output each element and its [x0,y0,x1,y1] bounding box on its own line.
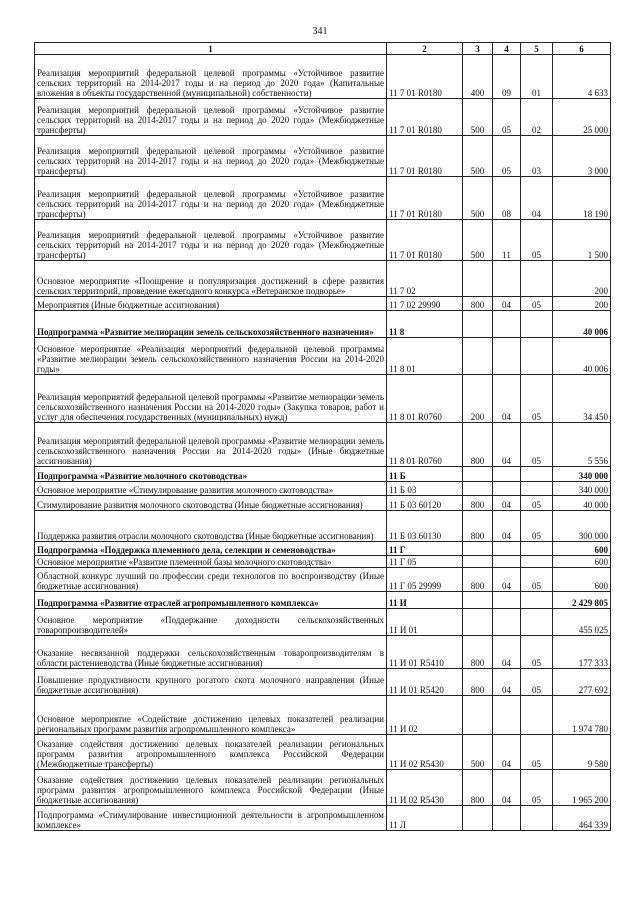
row-section-cell: 04 [493,770,521,806]
row-section-cell [493,311,521,338]
row-subsection-cell [521,592,553,609]
row-section-cell [493,467,521,482]
row-section-cell: 04 [493,297,521,311]
row-section-cell [493,609,521,636]
column-header: 2 [387,43,463,55]
row-name-cell: Подпрограмма «Развитие молочного скотоводства» [35,467,387,482]
row-amount-cell: 600 [553,568,611,592]
page-number: 341 [312,26,328,37]
table-row [35,55,611,99]
row-section-cell: 11 [493,220,521,261]
row-expense-type-cell: 800 [463,423,493,467]
row-amount-cell: 1 974 780 [553,696,611,735]
column-header: 3 [463,43,493,55]
table-row [35,556,611,568]
row-code-cell: 11 8 01 R0760 [387,375,463,423]
row-amount-cell: 5 556 [553,423,611,467]
row-section-cell [493,696,521,735]
row-name-cell: Оказание несвязанной поддержки сельскохозяйственным товаропроизводителям в области растениеводства (Иные бюджетные ассигнования) [35,636,387,669]
row-subsection-cell: 05 [521,220,553,261]
row-name-cell: Оказание содействия достижению целевых показателей реализации региональных программ развития агропромышленного комплекса Российской Федерации (Иные бюджетные ассигнования) [35,770,387,806]
row-amount-cell: 600 [553,556,611,568]
row-name-cell: Оказание содействия достижению целевых показателей реализации региональных программ развития агропромышленного комплекса Российской Федерации (Межбюджетные трансферты) [35,735,387,770]
row-amount-cell: 200 [553,297,611,311]
table-row [35,511,611,542]
row-subsection-cell: 05 [521,568,553,592]
row-subsection-cell [521,261,553,297]
row-expense-type-cell: 500 [463,99,493,136]
row-subsection-cell [521,556,553,568]
row-subsection-cell: 05 [521,423,553,467]
table-row [35,136,611,177]
row-amount-cell: 177 333 [553,636,611,669]
row-amount-cell: 340 000 [553,467,611,482]
row-section-cell [493,261,521,297]
table-row [35,592,611,609]
row-subsection-cell: 05 [521,770,553,806]
row-name-cell: Реализация мероприятий федеральной целевой программы «Устойчивое развитие сельских территорий на 2014-2017 годы и на период до 2020 года» (Межбюджетные трансферты) [35,220,387,261]
row-name-cell: Стимулирование развития молочного скотоводства (Иные бюджетные ассигнования) [35,496,387,511]
row-name-cell: Основное мероприятие «Поощрение и популяризация достижений в сфере развития сельских территорий, проведение ежегодного конкурса «Ветеранское подворье» [35,261,387,297]
row-subsection-cell [521,311,553,338]
row-name-cell: Реализация мероприятий федеральной целевой программы «Устойчивое развитие сельских территорий на 2014-2017 годы и на период до 2020 года» (Капитальные вложения в объекты государственной (муниципальной) собственности) [35,55,387,99]
row-expense-type-cell: 500 [463,220,493,261]
row-expense-type-cell: 800 [463,496,493,511]
row-code-cell: 11 7 01 R0180 [387,55,463,99]
row-amount-cell: 200 [553,261,611,297]
row-code-cell: 11 7 01 R0180 [387,99,463,136]
row-code-cell: 11 8 [387,311,463,338]
row-expense-type-cell [463,311,493,338]
row-amount-cell: 4 633 [553,55,611,99]
row-section-cell: 09 [493,55,521,99]
row-expense-type-cell: 800 [463,568,493,592]
row-code-cell: 11 И 01 R5420 [387,669,463,696]
row-subsection-cell [521,609,553,636]
row-section-cell: 05 [493,136,521,177]
row-code-cell: 11 Б [387,467,463,482]
table-row [35,696,611,735]
row-name-cell: Мероприятия (Иные бюджетные ассигнования) [35,297,387,311]
row-section-cell [493,592,521,609]
column-header: 1 [35,43,387,55]
row-amount-cell: 464 339 [553,806,611,831]
row-amount-cell: 3 000 [553,136,611,177]
row-subsection-cell: 04 [521,177,553,220]
table-header-row [35,43,611,55]
row-section-cell: 04 [493,511,521,542]
row-name-cell: Реализация мероприятий федеральной целевой программы «Развитие мелиорации земель сельскохозяйственного назначения России на 2014-2020 годы» (Иные бюджетные ассигнования) [35,423,387,467]
row-code-cell: 11 Г 05 [387,556,463,568]
row-section-cell: 04 [493,669,521,696]
row-expense-type-cell: 800 [463,636,493,669]
row-subsection-cell: 02 [521,99,553,136]
row-amount-cell: 40 006 [553,311,611,338]
row-expense-type-cell: 400 [463,55,493,99]
table-row [35,542,611,556]
row-name-cell: Основное мероприятие «Стимулирование развития молочного скотоводства» [35,482,387,496]
row-code-cell: 11 И 01 R5410 [387,636,463,669]
row-section-cell: 04 [493,735,521,770]
row-section-cell: 04 [493,496,521,511]
row-subsection-cell [521,806,553,831]
table-row [35,669,611,696]
row-amount-cell: 25 000 [553,99,611,136]
table-row [35,375,611,423]
table-row [35,770,611,806]
row-code-cell: 11 И 02 R5430 [387,770,463,806]
row-expense-type-cell: 500 [463,735,493,770]
table-row [35,482,611,496]
row-amount-cell: 340 000 [553,482,611,496]
row-code-cell: 11 Л [387,806,463,831]
row-name-cell: Областной конкурс лучший по профессии среди технологов по воспроизводству (Иные бюджетные ассигнования) [35,568,387,592]
row-expense-type-cell [463,482,493,496]
table-row [35,99,611,136]
row-section-cell: 04 [493,636,521,669]
budget-table [34,42,611,831]
row-code-cell: 11 7 02 29990 [387,297,463,311]
row-section-cell: 08 [493,177,521,220]
row-name-cell: Реализация мероприятий федеральной целевой программы «Устойчивое развитие сельских территорий на 2014-2017 годы и на период до 2020 года» (Межбюджетные трансферты) [35,99,387,136]
row-subsection-cell: 05 [521,735,553,770]
row-expense-type-cell [463,696,493,735]
row-code-cell: 11 Г 05 29999 [387,568,463,592]
row-amount-cell: 18 190 [553,177,611,220]
row-subsection-cell: 05 [521,511,553,542]
row-subsection-cell: 05 [521,669,553,696]
row-code-cell: 11 8 01 R0760 [387,423,463,467]
row-expense-type-cell [463,556,493,568]
row-amount-cell: 1 965 200 [553,770,611,806]
row-subsection-cell [521,696,553,735]
row-name-cell: Повышение продуктивности крупного рогатого скота молочного направления (Иные бюджетные ассигнования) [35,669,387,696]
row-subsection-cell [521,467,553,482]
row-code-cell: 11 И 02 R5430 [387,735,463,770]
row-expense-type-cell: 500 [463,136,493,177]
row-name-cell: Подпрограмма «Развитие отраслей агропромышленного комплекса» [35,592,387,609]
table-row [35,177,611,220]
row-code-cell: 11 Б 03 60130 [387,511,463,542]
row-subsection-cell: 01 [521,55,553,99]
row-name-cell: Реализация мероприятий федеральной целевой программы «Устойчивое развитие сельских территорий на 2014-2017 годы и на период до 2020 года» (Межбюджетные трансферты) [35,177,387,220]
row-subsection-cell [521,338,553,375]
row-section-cell: 05 [493,99,521,136]
row-amount-cell: 40 006 [553,338,611,375]
row-amount-cell: 277 692 [553,669,611,696]
table-row [35,636,611,669]
table-row [35,311,611,338]
table-row [35,806,611,831]
row-expense-type-cell [463,261,493,297]
row-subsection-cell: 05 [521,375,553,423]
column-header: 6 [553,43,611,55]
row-amount-cell: 1 500 [553,220,611,261]
row-name-cell: Подпрограмма «Развитие мелиорации земель сельскохозяйственного назначения» [35,311,387,338]
row-expense-type-cell [463,338,493,375]
row-name-cell: Реализация мероприятий федеральной целевой программы «Развитие мелиорации земель сельскохозяйственного назначения России на 2014-2020 годы» (Закупка товаров, работ и услуг для обеспечения государственных (муниципальных) нужд) [35,375,387,423]
row-code-cell: 11 7 01 R0180 [387,136,463,177]
row-section-cell [493,806,521,831]
row-code-cell: 11 Б 03 60120 [387,496,463,511]
row-code-cell: 11 И 02 [387,696,463,735]
row-expense-type-cell: 500 [463,177,493,220]
row-code-cell: 11 7 01 R0180 [387,177,463,220]
row-section-cell: 04 [493,423,521,467]
row-code-cell: 11 И [387,592,463,609]
row-amount-cell: 455 025 [553,609,611,636]
row-expense-type-cell [463,806,493,831]
table-row [35,467,611,482]
row-code-cell: 11 7 02 [387,261,463,297]
row-name-cell: Подпрограмма «Стимулирование инвестиционной деятельности в агропромышленном комплексе» [35,806,387,831]
row-expense-type-cell: 800 [463,511,493,542]
row-expense-type-cell: 200 [463,375,493,423]
row-expense-type-cell: 800 [463,297,493,311]
column-header: 5 [521,43,553,55]
row-name-cell: Основное мероприятие «Поддержание доходности сельскохозяйственных товаропроизводителей» [35,609,387,636]
row-section-cell: 04 [493,568,521,592]
row-name-cell: Основное мероприятие «Развитие племенной базы молочного скотоводства» [35,556,387,568]
row-code-cell: 11 Г [387,542,463,556]
row-expense-type-cell [463,609,493,636]
row-name-cell: Основное мероприятие «Содействие достижению целевых показателей реализации региональных программ развития агропромышленного комплекса» [35,696,387,735]
row-expense-type-cell [463,467,493,482]
row-subsection-cell [521,482,553,496]
row-section-cell [493,338,521,375]
table-row [35,423,611,467]
row-amount-cell: 2 429 805 [553,592,611,609]
table-row [35,220,611,261]
row-section-cell [493,556,521,568]
row-amount-cell: 300 000 [553,511,611,542]
column-header: 4 [493,43,521,55]
table-row [35,568,611,592]
table-row [35,338,611,375]
row-section-cell: 04 [493,375,521,423]
row-name-cell: Поддержка развития отрасли молочного скотоводства (Иные бюджетные ассигнования) [35,511,387,542]
table-row [35,609,611,636]
table-row [35,261,611,297]
table-row [35,496,611,511]
row-amount-cell: 600 [553,542,611,556]
row-amount-cell: 40 000 [553,496,611,511]
row-code-cell: 11 Б 03 [387,482,463,496]
row-amount-cell: 9 580 [553,735,611,770]
row-code-cell: 11 И 01 [387,609,463,636]
row-expense-type-cell: 800 [463,669,493,696]
row-code-cell: 11 8 01 [387,338,463,375]
row-section-cell [493,542,521,556]
row-subsection-cell: 05 [521,297,553,311]
table-body [35,55,611,831]
row-name-cell: Основное мероприятие «Реализация мероприятий федеральной целевой программы «Развитие мелиорации земель сельскохозяйственного назначения России на 2014-2020 годы» [35,338,387,375]
row-amount-cell: 34 450 [553,375,611,423]
row-subsection-cell [521,542,553,556]
row-name-cell: Реализация мероприятий федеральной целевой программы «Устойчивое развитие сельских территорий на 2014-2017 годы и на период до 2020 года» (Межбюджетные трансферты) [35,136,387,177]
row-code-cell: 11 7 01 R0180 [387,220,463,261]
row-subsection-cell: 05 [521,636,553,669]
row-subsection-cell: 05 [521,496,553,511]
row-name-cell: Подпрограмма «Поддержка племенного дела, селекции и семеноводства» [35,542,387,556]
row-subsection-cell: 03 [521,136,553,177]
row-expense-type-cell [463,542,493,556]
row-section-cell [493,482,521,496]
row-expense-type-cell [463,592,493,609]
table-row [35,735,611,770]
row-expense-type-cell: 800 [463,770,493,806]
table-row [35,297,611,311]
